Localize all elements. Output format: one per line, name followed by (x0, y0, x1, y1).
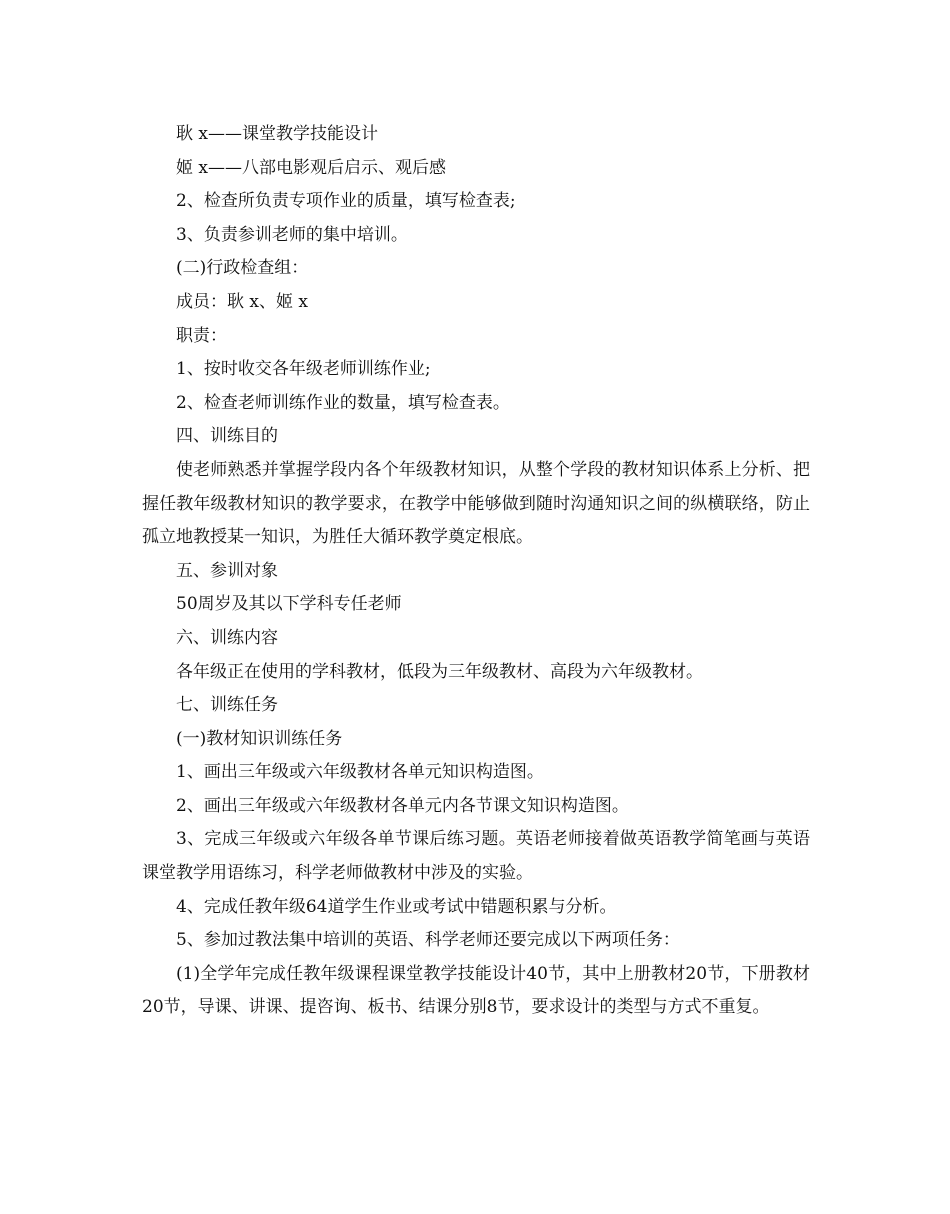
document-body (142, 118, 810, 1025)
task-item-2: 2、画出三年级或六年级教材各单元内各节课文知识构造图。 (176, 795, 629, 816)
paragraph-duties-label: 职责： (176, 325, 227, 346)
paragraph-duty-2: 2、检查老师训练作业的数量，填写检查表。 (176, 392, 510, 413)
paragraph-3: 2、检查所负责专项作业的质量，填写检查表; (176, 191, 516, 212)
paragraph-training-purpose: 使老师熟悉并掌握学段内各个年级教材知识，从整个学段的教材知识体系上分析、把握任教年级教材知识的教学要求，在教学中能够做到随时沟通知识之间的纵横联络，防止孤立地教授某一知识，为胜任大循环教学奠定根底。 (142, 459, 810, 548)
task-item-5-sub-1: (1)全学年完成任教年级课程课堂教学技能设计40节，其中上册教材20节，下册教材20节，导课、讲课、提咨询、板书、结课分别8节，要求设计的类型与方式不重复。 (142, 963, 810, 1018)
paragraph-training-content: 各年级正在使用的学科教材，低段为三年级教材、高段为六年级教材。 (176, 661, 703, 682)
section-heading-admin-group: (二)行政检查组： (176, 258, 309, 279)
task-item-4: 4、完成任教年级64道学生作业或考试中错题积累与分析。 (176, 896, 617, 917)
paragraph-duty-1: 1、按时收交各年级老师训练作业; (176, 359, 431, 380)
section-heading-participants: 五、参训对象 (176, 560, 278, 581)
task-item-5: 5、参加过教法集中培训的英语、科学老师还要完成以下两项任务： (176, 930, 680, 951)
subsection-heading-textbook-tasks: (一)教材知识训练任务 (176, 728, 343, 749)
paragraph-2: 姬 x——八部电影观后启示、观后感 (176, 157, 446, 178)
task-item-3: 3、完成三年级或六年级各单节课后练习题。英语老师接着做英语教学简笔画与英语课堂教学用语练习，科学老师做教材中涉及的实验。 (142, 829, 810, 884)
paragraph-1: 耿 x——课堂教学技能设计 (176, 124, 378, 144)
paragraph-members: 成员：耿 x、姬 x (176, 291, 308, 312)
paragraph-participants: 50周岁及其以下学科专任老师 (176, 594, 402, 615)
task-item-1: 1、画出三年级或六年级教材各单元知识构造图。 (176, 762, 544, 783)
section-heading-training-purpose: 四、训练目的 (176, 426, 278, 447)
section-heading-training-tasks: 七、训练任务 (176, 695, 278, 716)
paragraph-4: 3、负责参训老师的集中培训。 (176, 224, 408, 245)
section-heading-training-content: 六、训练内容 (176, 627, 278, 648)
